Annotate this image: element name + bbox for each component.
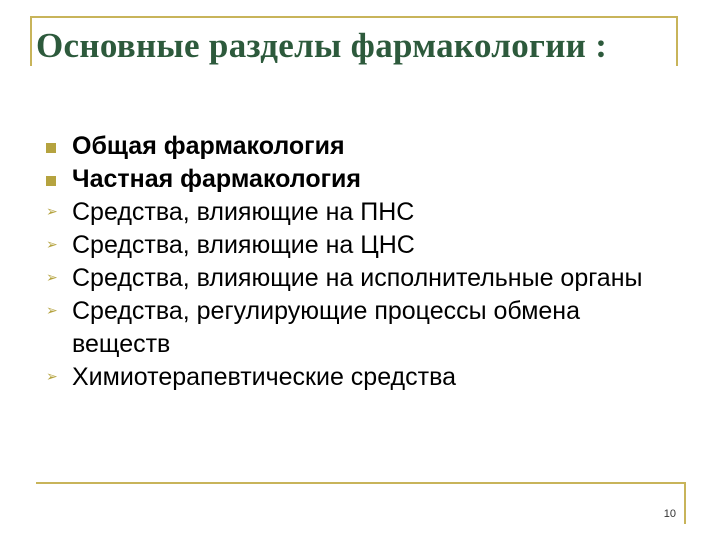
title-frame-right — [676, 16, 678, 66]
list-item — [44, 229, 664, 262]
footer-rule — [36, 482, 686, 484]
list-item-text: Общая фармакология — [72, 132, 345, 160]
arrow-bullet-icon: ➢ — [46, 369, 58, 385]
list-item — [44, 130, 664, 163]
square-bullet-icon — [44, 130, 64, 163]
list-item — [44, 196, 664, 229]
list-item — [44, 262, 664, 295]
arrow-bullet-icon: ➢ — [46, 204, 58, 220]
list-item-text: Средства, регулирующие процессы обмена веществ — [72, 297, 581, 358]
bullet-list — [44, 130, 664, 394]
slide-number: 10 — [663, 508, 676, 520]
square-bullet-icon — [44, 163, 64, 196]
list-item-text: Частная фармакология — [72, 165, 361, 193]
list-item — [44, 295, 664, 361]
title-frame-left — [30, 16, 32, 66]
list-item-text: Химиотерапевтические средства — [72, 363, 456, 391]
list-item-text: Средства, влияющие на ЦНС — [72, 231, 415, 259]
list-item — [44, 361, 664, 394]
list-item-text: Средства, влияющие на ПНС — [72, 198, 415, 226]
slide-title: Основные разделы фармакологии : — [36, 26, 608, 65]
arrow-bullet-icon: ➢ — [46, 237, 58, 253]
arrow-bullet-icon: ➢ — [46, 270, 58, 286]
arrow-bullet-icon: ➢ — [46, 303, 58, 319]
list-item — [44, 163, 664, 196]
list-item-text: Средства, влияющие на исполнительные органы — [72, 264, 643, 292]
footer-rule-tick — [684, 482, 686, 524]
title-frame-top — [30, 16, 678, 18]
